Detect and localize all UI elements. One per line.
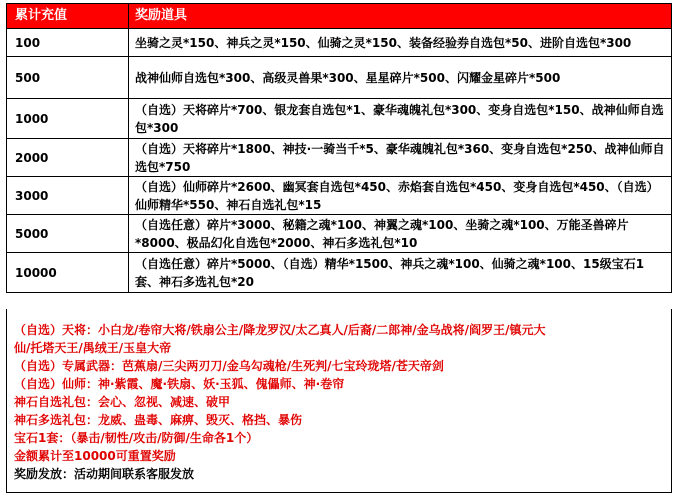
note-shenshi-multi: 神石多选礼包：龙威、蛊毒、麻痹、毁灭、格挡、暴伤 [14,413,303,427]
note-tianjiang: （自选）天将：小白龙/卷帘大将/铁扇公主/降龙罗汉/太乙真人/后裔/二郎神/金乌战将/阎罗王/镇元大 [14,323,546,337]
reward-cell: 坐骑之灵*150、神兵之灵*150、仙骑之灵*150、装备经验券自选包*50、进阶自选包*300 [129,29,672,57]
recharge-amount: 100 [7,29,129,57]
reward-cell: （自选任意）碎片*3000、秘籍之魂*100、神翼之魂*100、坐骑之魂*100、万能圣兽碎片*8000、极品幻化自选包*2000、神石多选礼包*10 [129,215,672,253]
reward-cell: （自选）天将碎片*1800、神技·一骑当千*5、豪华魂魄礼包*360、变身自选包*250、战神仙师自选包*750 [129,139,672,177]
recharge-amount: 2000 [7,139,129,177]
recharge-amount: 5000 [7,215,129,253]
table-row [7,99,672,139]
reward-cell: （自选）仙师碎片*2600、幽冥套自选包*450、赤焰套自选包*450、变身自选包*450、（自选）仙师精华*550、神石自选礼包*15 [129,177,672,215]
reward-cell: （自选任意）碎片*5000、（自选）精华*1500、神兵之魂*100、仙骑之魂*100、15级宝石1套、神石多选礼包*20 [129,253,672,293]
recharge-amount: 1000 [7,99,129,139]
note-tianjiang-cont: 仙/托塔天王/禺绒王/玉皇大帝 [14,341,172,355]
table-header-row [7,4,672,29]
reward-cell: 战神仙师自选包*300、高级灵兽果*300、星星碎片*500、闪耀金星碎片*500 [129,57,672,99]
notes-panel [6,309,672,493]
table-row [7,29,672,57]
note-shenshi-select: 神石自选礼包：会心、忽视、减速、破甲 [14,395,231,409]
reward-cell: （自选）天将碎片*700、银龙套自选包*1、豪华魂魄礼包*300、变身自选包*150、战神仙师自选包*300 [129,99,672,139]
table-row [7,139,672,177]
table-row [7,253,672,293]
note-reset: 金额累计至10000可重置奖励 [14,449,176,463]
table-row [7,57,672,99]
reward-table [6,3,672,293]
note-delivery: 奖励发放：活动期间联系客服发放 [14,467,195,481]
recharge-amount: 3000 [7,177,129,215]
table-row [7,177,672,215]
note-weapons: （自选）专属武器：芭蕉扇/三尖两刃刀/金乌勾魂枪/生死判/七宝玲珑塔/苍天帝剑 [14,359,444,373]
note-gem-set: 宝石1套：（暴击/韧性/攻击/防御/生命各1个） [14,431,259,445]
note-xianshi: （自选）仙师：神·紫霞、魔·铁扇、妖·玉狐、傀儡师、神·卷帘 [14,377,345,391]
recharge-amount: 10000 [7,253,129,293]
table-row [7,215,672,253]
header-cumulative-recharge: 累计充值 [7,4,129,29]
recharge-amount: 500 [7,57,129,99]
header-reward-items: 奖励道具 [129,4,672,29]
